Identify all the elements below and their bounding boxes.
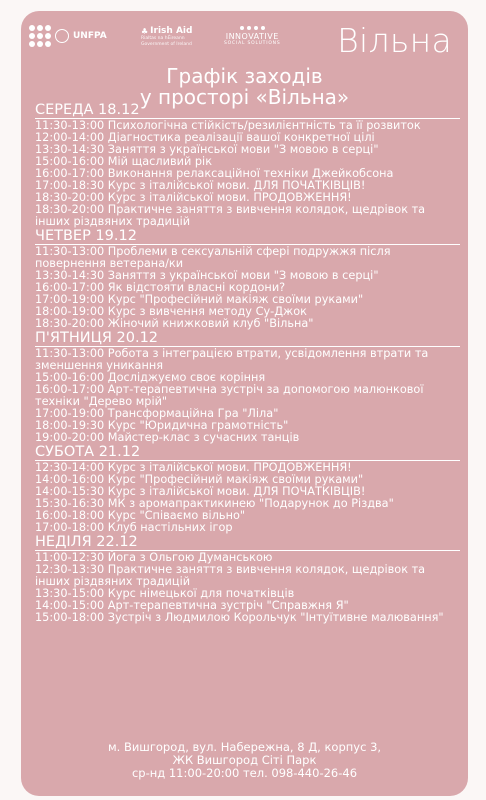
event-title: Діагностика реалізації вашої конкретної цілі xyxy=(107,131,375,144)
event-title: Заняття з української мови "З мовою в серці" xyxy=(107,143,379,156)
event-title: Курс "Професійний макіяж своїми руками" xyxy=(107,473,364,486)
day-block xyxy=(35,228,460,330)
title-line-2: у просторі «Вільна» xyxy=(139,85,350,109)
footer-hours-phone: ср-нд 11:00-20:00 тел. 098-440-26-46 xyxy=(131,766,358,780)
event-title: Курс з італійської мови. ПРОДОВЖЕННЯ! xyxy=(107,191,352,204)
event-poster xyxy=(21,11,468,796)
event-time: 18:30-20:00 xyxy=(35,203,105,216)
event-time: 13:30-14:30 xyxy=(35,269,105,282)
event-title: Трансформаційна Гра "Ліла" xyxy=(107,407,279,420)
event-row xyxy=(35,348,460,372)
event-list xyxy=(35,118,460,228)
day-heading: СЕРЕДА 18.12 xyxy=(35,102,140,118)
day-heading: П'ЯТНИЦЯ 20.12 xyxy=(35,330,159,346)
event-title: Робота з інтеграцією втрати, усвідомлення втрати та зменшення уникання xyxy=(35,347,429,372)
unfpa-logo xyxy=(29,25,107,47)
event-row xyxy=(35,432,460,444)
day-heading: ЧЕТВЕР 19.12 xyxy=(35,228,137,244)
footer-contact xyxy=(21,741,468,780)
event-time: 15:30-16:30 xyxy=(35,497,105,510)
event-title: Практичне заняття з вивчення колядок, щедрівок та інших різдвяних традицій xyxy=(35,563,426,588)
schedule xyxy=(35,102,460,624)
event-time: 16:00-17:00 xyxy=(35,281,105,294)
irish-aid-subtitle-1: Rialtas na hÉireann xyxy=(141,36,185,41)
logo-bar xyxy=(29,21,460,60)
event-list xyxy=(35,244,460,330)
irish-aid-logo xyxy=(141,27,192,48)
event-time: 11:00-12:30 xyxy=(35,551,105,564)
event-time: 12:00-14:00 xyxy=(35,131,105,144)
event-title: Курс німецької для початківців xyxy=(107,587,295,600)
event-row xyxy=(35,564,460,588)
day-heading: СУБОТА 21.12 xyxy=(35,444,141,460)
title-line-1: Графік заходів xyxy=(166,64,323,88)
event-title: Арт-терапевтична зустріч за допомогою малюнкової техніки "Дерево мрій" xyxy=(35,383,424,408)
event-row xyxy=(35,612,460,624)
event-time: 18:30-20:00 xyxy=(35,317,105,330)
event-time: 15:00-16:00 xyxy=(35,155,105,168)
event-list xyxy=(35,550,460,624)
event-time: 11:30-13:00 xyxy=(35,347,105,360)
event-title: Курс "Професійний макіяж своїми руками" xyxy=(107,293,364,306)
shamrock-icon: ♣ xyxy=(141,26,149,36)
event-title: Арт-терапевтична зустріч "Справжня Я" xyxy=(107,599,349,612)
innovative-dots-icon xyxy=(224,26,281,30)
event-time: 19:00-20:00 xyxy=(35,431,105,444)
brand-logo: Вільна xyxy=(337,21,452,60)
irish-aid-subtitle-2: Government of Ireland xyxy=(141,41,192,47)
event-time: 14:00-16:00 xyxy=(35,473,105,486)
event-time: 11:30-13:00 xyxy=(35,119,105,132)
event-title: Практичне заняття з вивчення колядок, щедрівок та інших різдвяних традицій xyxy=(35,203,426,228)
event-title: Досліджуємо своє коріння xyxy=(107,371,266,384)
event-row xyxy=(35,384,460,408)
event-time: 15:00-16:00 xyxy=(35,371,105,384)
event-time: 13:30-15:00 xyxy=(35,587,105,600)
event-time: 17:00-19:00 xyxy=(35,293,105,306)
event-title: Як відстояти власні кордони? xyxy=(107,281,286,294)
footer-complex: ЖК Вишгород Сіті Парк xyxy=(172,753,317,767)
event-title: Курс з вивчення методу Су-Джок xyxy=(107,305,307,318)
event-title: Психологічна стійкість/резилієнтність та її розвиток xyxy=(107,119,421,132)
event-row xyxy=(35,246,460,270)
irish-aid-logo-text: Irish Aid xyxy=(150,26,193,36)
footer-address: м. Вишгород, вул. Набережна, 8 Д, корпус 3, xyxy=(107,740,382,754)
innovative-logo-subtitle: SOCIAL SOLUTIONS xyxy=(224,41,281,46)
day-block xyxy=(35,102,460,228)
event-title: Йога з Ольгою Думанською xyxy=(107,551,273,564)
event-title: Зустріч з Людмилою Корольчук "Інтуїтивне малювання" xyxy=(107,611,444,624)
unfpa-logo-text: UNFPA xyxy=(73,31,107,41)
day-heading: НЕДІЛЯ 22.12 xyxy=(35,534,138,550)
event-title: Жіночий книжковий клуб "Вільна" xyxy=(107,317,314,330)
event-title: Курс з італійської мови. ПРОДОВЖЕННЯ! xyxy=(107,461,352,474)
event-row xyxy=(35,522,460,534)
event-list xyxy=(35,460,460,534)
event-time: 18:00-19:00 xyxy=(35,305,105,318)
event-time: 13:30-14:30 xyxy=(35,143,105,156)
event-time: 17:00-18:30 xyxy=(35,179,105,192)
un-emblem-icon xyxy=(55,29,69,43)
event-row xyxy=(35,204,460,228)
day-block xyxy=(35,444,460,534)
event-title: Мій щасливий рік xyxy=(107,155,213,168)
event-title: Курс "Співаємо вільно" xyxy=(107,509,246,522)
un-dots-icon xyxy=(29,25,51,47)
event-title: Клуб настільних ігор xyxy=(107,521,233,534)
event-title: Курс з італійської мови. ДЛЯ ПОЧАТКІВЦІВ! xyxy=(107,179,366,192)
day-block xyxy=(35,534,460,624)
event-time: 18:30-20:00 xyxy=(35,191,105,204)
event-time: 16:00-17:00 xyxy=(35,383,105,396)
event-time: 18:00-19:30 xyxy=(35,419,105,432)
event-time: 14:00-15:00 xyxy=(35,599,105,612)
event-title: Заняття з української мови "З мовою в серці" xyxy=(107,269,379,282)
event-title: Майстер-клас з сучасних танців xyxy=(107,431,300,444)
event-title: Проблеми в сексуальній сфері подружжя після повернення ветерана/ки xyxy=(35,245,391,270)
event-time: 16:00-18:00 xyxy=(35,509,105,522)
event-time: 12:30-13:30 xyxy=(35,563,105,576)
event-time: 17:00-19:00 xyxy=(35,407,105,420)
event-time: 11:30-13:00 xyxy=(35,245,105,258)
event-time: 16:00-17:00 xyxy=(35,167,105,180)
event-title: Виконання релаксаційної техніки Джейкобсона xyxy=(107,167,394,180)
event-title: Курс "Юридична грамотність" xyxy=(107,419,289,432)
event-title: МК з аромапрактикинею "Подарунок до Різдва" xyxy=(107,497,394,510)
event-row xyxy=(35,318,460,330)
innovative-logo xyxy=(224,26,281,46)
event-time: 17:00-18:00 xyxy=(35,521,105,534)
day-block xyxy=(35,330,460,444)
event-time: 12:30-14:00 xyxy=(35,461,105,474)
event-time: 15:00-18:00 xyxy=(35,611,105,624)
event-list xyxy=(35,346,460,444)
event-title: Курс з італійської мови. ДЛЯ ПОЧАТКІВЦІВ! xyxy=(107,485,366,498)
event-time: 14:00-15:30 xyxy=(35,485,105,498)
innovative-logo-text: INNOVATIVE xyxy=(225,32,279,41)
